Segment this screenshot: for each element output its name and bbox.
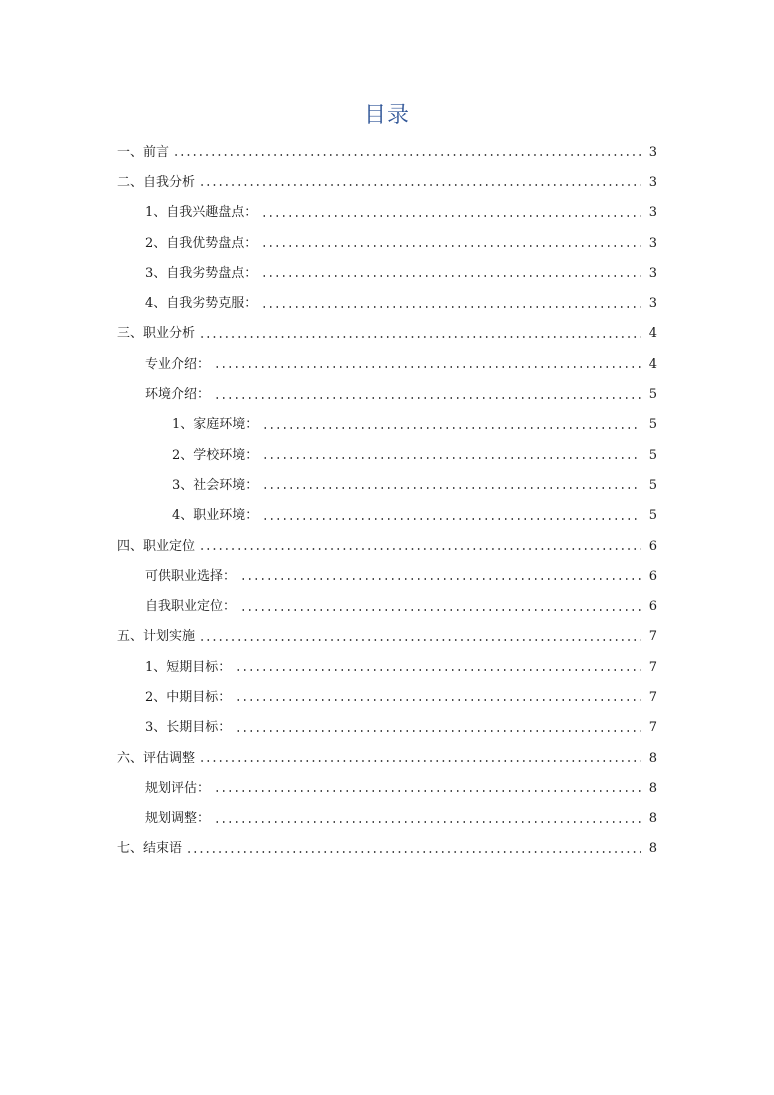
toc-entry-page-number: 5 (648, 508, 657, 524)
toc-entry[interactable] (117, 440, 657, 470)
toc-entry-label: 3、自我劣势盘点： (145, 265, 258, 281)
toc-entry[interactable] (117, 501, 657, 531)
toc-entry-label: 环境介绍： (145, 387, 211, 403)
dot-leader (262, 457, 641, 459)
toc-entry[interactable] (117, 531, 657, 561)
dot-leader (261, 245, 641, 247)
toc-entry-label: 四、职业定位 (117, 538, 196, 554)
toc-entry[interactable] (117, 137, 657, 167)
toc-entry[interactable] (117, 743, 657, 773)
toc-entry-page-number: 3 (648, 205, 657, 221)
toc-entry-page-number: 6 (648, 599, 657, 615)
dot-leader (214, 397, 641, 399)
toc-entry-label: 一、前言 (117, 144, 170, 160)
toc-entry[interactable] (117, 228, 657, 258)
toc-entry-page-number: 5 (648, 387, 657, 403)
toc-entry[interactable] (117, 198, 657, 228)
toc-entry-page-number: 3 (648, 174, 657, 190)
dot-leader (262, 487, 641, 489)
toc-entry-label: 2、学校环境： (172, 447, 259, 463)
dot-leader (214, 366, 641, 368)
toc-entry[interactable] (117, 410, 657, 440)
toc-entry-label: 2、自我优势盘点： (145, 235, 258, 251)
toc-entry-page-number: 5 (648, 447, 657, 463)
toc-entry[interactable] (117, 773, 657, 803)
toc-entry-page-number: 8 (648, 811, 657, 827)
toc-entry-label: 自我职业定位： (145, 599, 237, 615)
toc-entry[interactable] (117, 834, 657, 864)
toc-entry[interactable] (117, 713, 657, 743)
toc-entry-page-number: 5 (648, 477, 657, 493)
toc-entry-label: 六、评估调整 (117, 750, 196, 766)
dot-leader (235, 699, 641, 701)
toc-entry-page-number: 8 (648, 841, 657, 857)
toc-entry[interactable] (117, 591, 657, 621)
dot-leader (261, 275, 641, 277)
toc-entry-page-number: 6 (648, 538, 657, 554)
toc-entry-label: 专业介绍： (145, 356, 211, 372)
toc-entry[interactable] (117, 379, 657, 409)
dot-leader (235, 669, 641, 671)
toc-entry-page-number: 4 (648, 326, 657, 342)
dot-leader (262, 427, 641, 429)
dot-leader (199, 639, 641, 641)
toc-entry-page-number: 3 (648, 296, 657, 312)
toc-entry-label: 可供职业选择： (145, 568, 237, 584)
dot-leader (235, 730, 641, 732)
toc-entry-page-number: 7 (648, 659, 657, 675)
toc-entry-page-number: 7 (648, 629, 657, 645)
toc-entry[interactable] (117, 622, 657, 652)
dot-leader (261, 306, 641, 308)
dot-leader (199, 760, 641, 762)
toc-entry-label: 3、长期目标： (145, 720, 232, 736)
toc-entry-label: 1、家庭环境： (172, 417, 259, 433)
toc-entry-label: 2、中期目标： (145, 689, 232, 705)
toc-entry[interactable] (117, 652, 657, 682)
dot-leader (199, 336, 641, 338)
dot-leader (199, 184, 641, 186)
toc-entry[interactable] (117, 319, 657, 349)
dot-leader (186, 851, 641, 853)
toc-entry[interactable] (117, 682, 657, 712)
toc-entry-page-number: 5 (648, 417, 657, 433)
toc-entry[interactable] (117, 288, 657, 318)
dot-leader (214, 821, 641, 823)
dot-leader (199, 548, 641, 550)
toc-entry-page-number: 6 (648, 568, 657, 584)
toc-entry-page-number: 8 (648, 750, 657, 766)
toc-entry-label: 4、职业环境： (172, 508, 259, 524)
dot-leader (214, 790, 641, 792)
toc-entry-label: 五、计划实施 (117, 629, 196, 645)
toc-entry[interactable] (117, 349, 657, 379)
toc-entry-label: 三、职业分析 (117, 326, 196, 342)
toc-entry-label: 规划评估： (145, 780, 211, 796)
toc-entry-page-number: 4 (648, 356, 657, 372)
toc-entry-label: 规划调整： (145, 811, 211, 827)
toc-entry-label: 1、自我兴趣盘点： (145, 205, 258, 221)
dot-leader (173, 154, 641, 156)
dot-leader (240, 578, 641, 580)
toc-entry-label: 4、自我劣势克服： (145, 296, 258, 312)
toc-entry-page-number: 7 (648, 720, 657, 736)
dot-leader (262, 518, 641, 520)
toc-entry[interactable] (117, 167, 657, 197)
toc-entry[interactable] (117, 470, 657, 500)
dot-leader (261, 215, 641, 217)
toc-entry-page-number: 3 (648, 144, 657, 160)
toc-list (117, 137, 657, 864)
toc-title: 目录 (363, 103, 410, 128)
toc-entry-label: 二、自我分析 (117, 174, 196, 190)
toc-entry[interactable] (117, 258, 657, 288)
toc-entry-label: 七、结束语 (117, 841, 183, 857)
toc-entry-page-number: 3 (648, 235, 657, 251)
dot-leader (240, 609, 641, 611)
toc-entry-page-number: 3 (648, 265, 657, 281)
toc-entry-label: 1、短期目标： (145, 659, 232, 675)
toc-entry-page-number: 7 (648, 689, 657, 705)
toc-entry-label: 3、社会环境： (172, 477, 259, 493)
toc-entry-page-number: 8 (648, 780, 657, 796)
toc-entry[interactable] (117, 561, 657, 591)
toc-entry[interactable] (117, 804, 657, 834)
